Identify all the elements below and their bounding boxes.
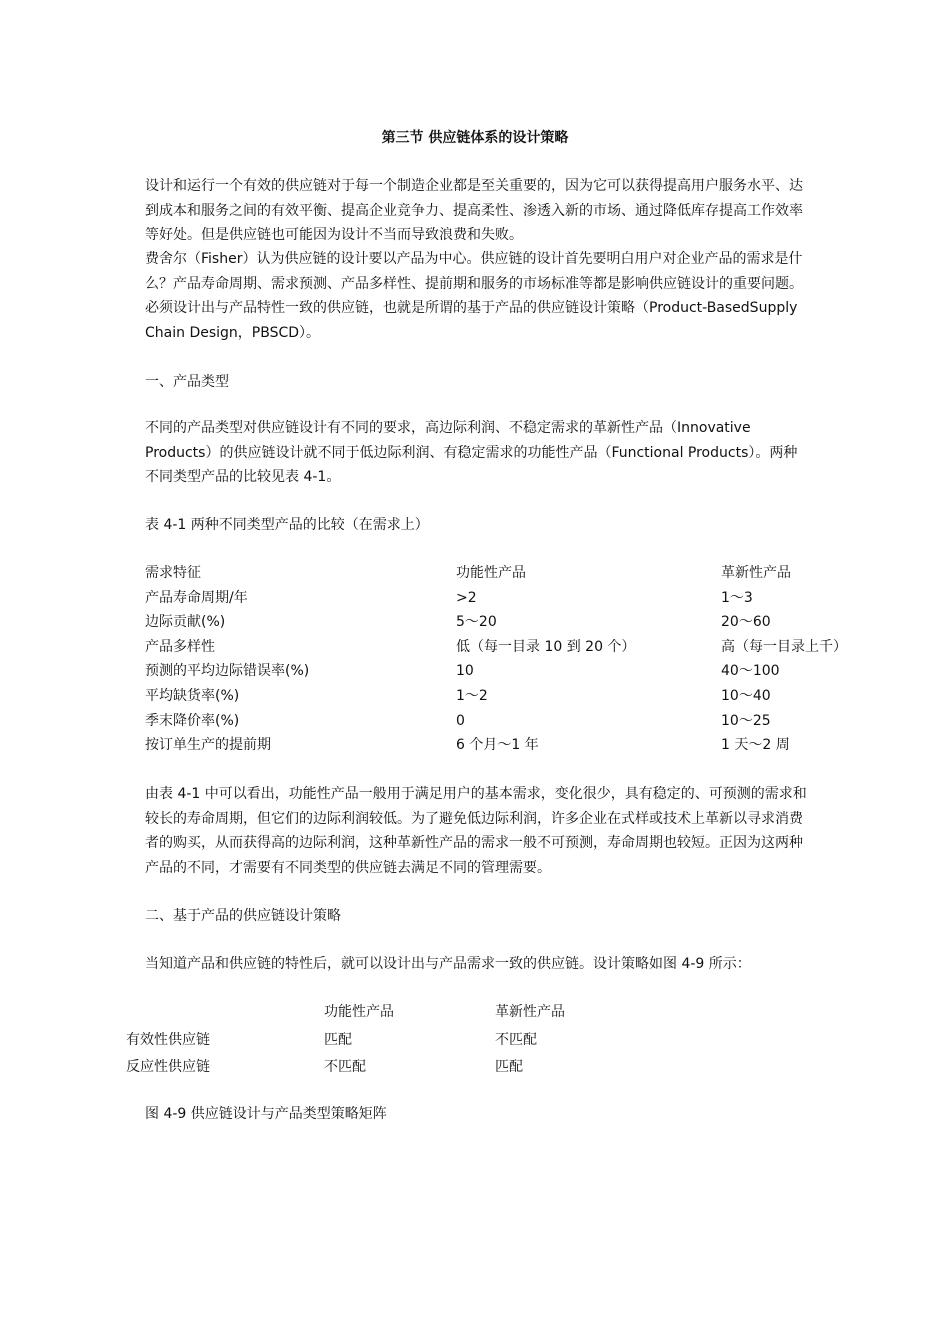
table-cell: 平均缺货率(%) bbox=[145, 687, 240, 704]
table-cell: 低（每一目录 10 到 20 个） bbox=[456, 638, 636, 655]
matrix-corner-cell bbox=[126, 999, 324, 1027]
page-title: 第三节 供应链体系的设计策略 bbox=[381, 130, 569, 146]
table-caption: 表 4-1 两种不同类型产品的比较（在需求上） bbox=[145, 517, 429, 533]
table-header-cell: 革新性产品 bbox=[721, 565, 791, 581]
table-cell: 1～2 bbox=[456, 687, 488, 704]
table-cell: 预测的平均边际错误率(%) bbox=[145, 663, 310, 680]
table-cell: 1～3 bbox=[721, 589, 753, 606]
table-cell: 6 个月～1 年 bbox=[456, 737, 539, 754]
table-cell: 40～100 bbox=[721, 663, 780, 680]
table-cell: 产品多样性 bbox=[145, 638, 215, 655]
matrix-header-row bbox=[126, 999, 615, 1027]
table-cell: 产品寿命周期/年 bbox=[145, 589, 248, 606]
table-row bbox=[145, 610, 865, 635]
table-row bbox=[145, 733, 865, 758]
table-cell: 季末降价率(%) bbox=[145, 712, 240, 729]
intro-paragraph-2: 费舍尔（Fisher）认为供应链的设计要以产品为中心。供应链的设计首先要明白用户对企业产品的需求是什么？产品寿命周期、需求预测、产品多样性、提前期和服务的市场标准等都是影响供应链设计的重要问题。必须设计出与产品特性一致的供应链，也就是所谓的基于产品的供应链设计策略（Product-BasedSupply Chain Design，PBSCD）。 bbox=[145, 251, 803, 341]
matrix-row-label: 反应性供应链 bbox=[126, 1059, 210, 1075]
table-cell: 5～20 bbox=[456, 614, 497, 631]
strategy-matrix bbox=[126, 999, 615, 1082]
table-cell: 0 bbox=[456, 712, 465, 729]
table-cell: 1 天～2 周 bbox=[721, 737, 790, 754]
table-row bbox=[145, 586, 865, 611]
table-row bbox=[145, 709, 865, 734]
matrix-header-cell: 功能性产品 bbox=[324, 1004, 394, 1020]
table-cell: 10～40 bbox=[721, 687, 771, 704]
table-header-row bbox=[145, 561, 865, 586]
matrix-header-cell: 革新性产品 bbox=[495, 1004, 565, 1020]
table-cell: 高（每一目录上千） bbox=[721, 638, 847, 655]
table-cell: 10～25 bbox=[721, 712, 771, 729]
matrix-cell: 不匹配 bbox=[324, 1059, 366, 1075]
matrix-cell: 匹配 bbox=[495, 1059, 523, 1075]
intro-paragraph-1: 设计和运行一个有效的供应链对于每一个制造企业都是至关重要的，因为它可以获得提高用户服务水平、达到成本和服务之间的有效平衡、提高企业竞争力、提高柔性、渗透入新的市场、通过降低库存提高工作效率等好处。但是供应链也可能因为设计不当而导致浪费和失败。 bbox=[145, 178, 803, 244]
table-cell: 边际贡献(%) bbox=[145, 614, 226, 631]
section-heading-design-strategy: 二、基于产品的供应链设计策略 bbox=[145, 908, 341, 924]
section-heading-product-types: 一、产品类型 bbox=[145, 374, 229, 390]
table-row bbox=[145, 684, 865, 709]
matrix-cell: 不匹配 bbox=[495, 1031, 537, 1048]
strategy-paragraph: 当知道产品和供应链的特性后，就可以设计出与产品需求一致的供应链。设计策略如图 4-9 所示： bbox=[145, 956, 751, 972]
table-cell: >2 bbox=[456, 589, 477, 606]
table-cell: 10 bbox=[456, 663, 474, 680]
table-row bbox=[145, 659, 865, 684]
table-header-cell: 需求特征 bbox=[145, 565, 201, 581]
matrix-cell: 匹配 bbox=[324, 1031, 352, 1048]
product-types-paragraph: 不同的产品类型对供应链设计有不同的要求，高边际利润、不稳定需求的革新性产品（Innovative Products）的供应链设计就不同于低边际利润、有稳定需求的功能性产品（Functional Products）。两种不同类型产品的比较见表 4-1。 bbox=[145, 420, 798, 486]
table-cell: 20～60 bbox=[721, 614, 771, 631]
figure-caption: 图 4-9 供应链设计与产品类型策略矩阵 bbox=[145, 1106, 387, 1122]
analysis-paragraph: 由表 4-1 中可以看出，功能性产品一般用于满足用户的基本需求，变化很少，具有稳定的、可预测的需求和较长的寿命周期，但它们的边际利润较低。为了避免低边际利润，许多企业在式样或技术上革新以寻求消费者的购买，从而获得高的边际利润，这种革新性产品的需求一般不可预测，寿命周期也较短。正因为这两种产品的不同，才需要有不同类型的供应链去满足不同的管理需要。 bbox=[145, 786, 807, 876]
matrix-row-label: 有效性供应链 bbox=[126, 1031, 210, 1048]
table-header-cell: 功能性产品 bbox=[456, 565, 526, 581]
matrix-row bbox=[126, 1027, 615, 1055]
matrix-row bbox=[126, 1054, 615, 1082]
table-cell: 按订单生产的提前期 bbox=[145, 737, 271, 754]
comparison-table bbox=[145, 561, 865, 758]
table-row bbox=[145, 635, 865, 660]
